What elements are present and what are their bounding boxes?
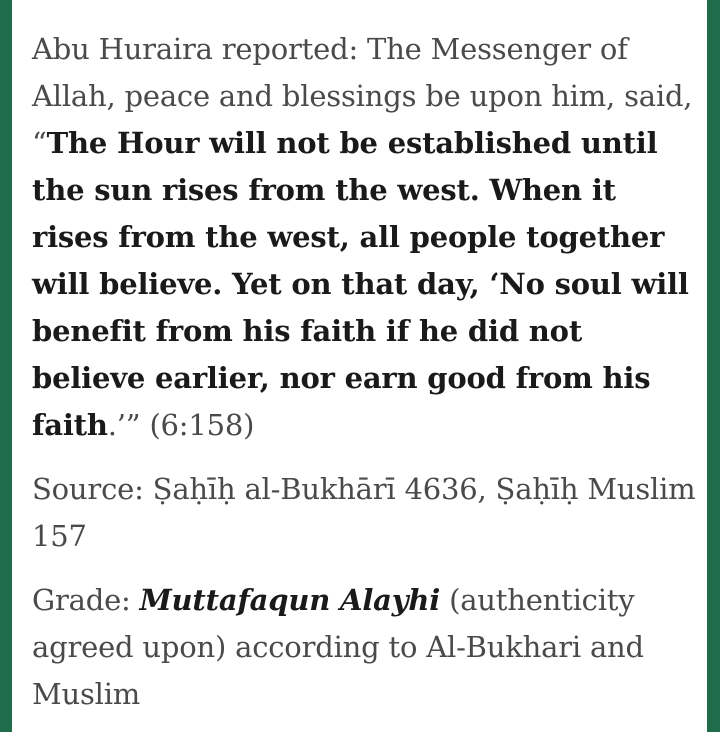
grade-term: Muttafaqun Alayhi — [139, 583, 441, 617]
hadith-intro: Abu Huraira reported: The Messenger of Allah, peace and blessings be upon him, said, “ — [32, 32, 693, 160]
hadith-paragraph — [32, 26, 697, 449]
hadith-quote: The Hour will not be established until the sun rises from the west. When it rises from the west, all people together will believe. Yet on that day, ‘No soul will benefit from his faith if he did not believe earlier, nor earn good from his faith — [32, 126, 689, 442]
grade-label: Grade: — [32, 583, 140, 617]
hadith-closing: .’” (6:158) — [107, 408, 255, 442]
grade-paragraph — [32, 577, 697, 718]
source-paragraph — [32, 466, 697, 560]
source-text: Source: Ṣaḥīḥ al-Bukhārī 4636, Ṣaḥīḥ Muslim 157 — [32, 472, 696, 553]
hadith-card — [12, 0, 707, 732]
grade-description: (authenticity agreed upon) according to Al-Bukhari and Muslim — [32, 583, 644, 711]
